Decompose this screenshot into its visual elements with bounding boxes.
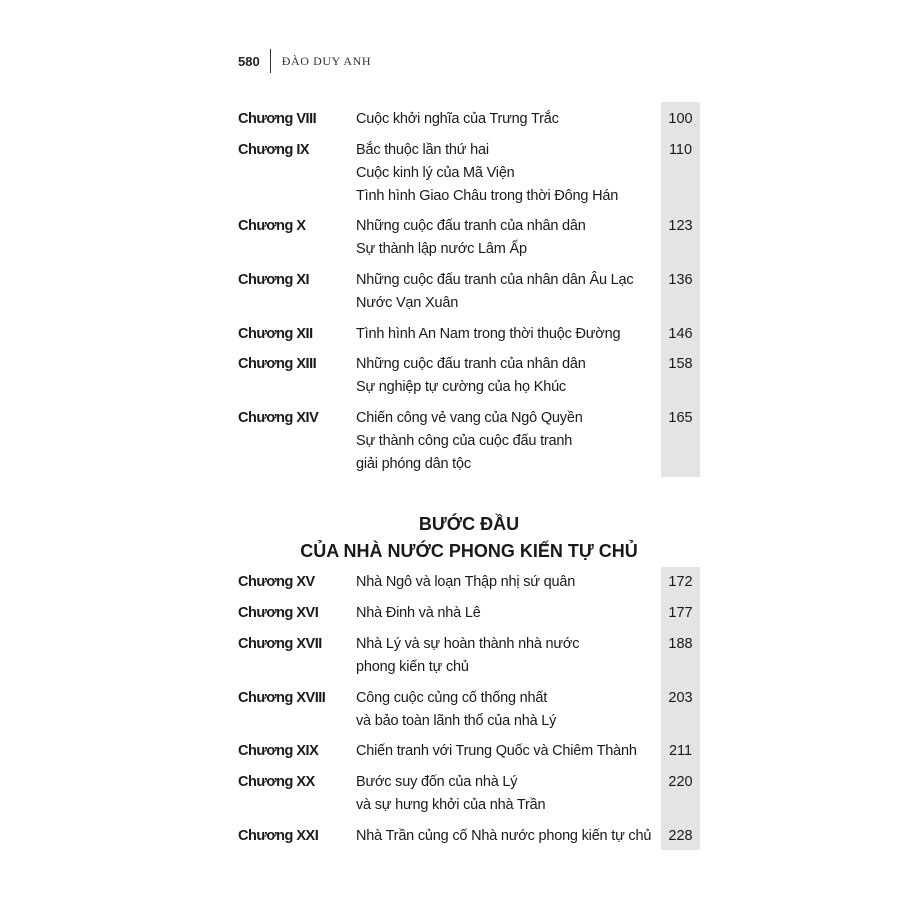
chapter-label: Chương XVI — [238, 605, 319, 621]
chapter-title — [356, 571, 661, 594]
chapter-title-line: Cuộc khởi nghĩa của Trưng Trắc — [356, 111, 559, 127]
chapter-label: Chương XVII — [238, 636, 322, 652]
chapter-title-line: Tình hình An Nam trong thời thuộc Đường — [356, 326, 621, 342]
chapter-title-line: Nhà Đinh và nhà Lê — [356, 605, 481, 621]
chapter-title-line: Sự thành công của cuộc đấu tranh — [356, 433, 573, 449]
chapter-label: Chương XIX — [238, 743, 319, 759]
chapter-title — [356, 602, 661, 625]
header-divider — [270, 49, 271, 73]
chapter-label: Chương XX — [238, 774, 315, 790]
chapter-page-number: 136 — [668, 272, 693, 288]
chapter-title-line: Chiến tranh với Trung Quốc và Chiêm Thành — [356, 743, 637, 759]
chapter-page-number: 123 — [668, 218, 693, 234]
chapter-page-number: 100 — [668, 111, 693, 127]
chapter-title-line: và sự hưng khởi của nhà Trần — [356, 797, 546, 813]
chapter-title — [356, 108, 661, 131]
running-header — [238, 48, 371, 74]
chapter-page-number: 172 — [668, 574, 693, 590]
chapter-page-number: 211 — [668, 743, 693, 759]
chapter-page-number: 203 — [668, 690, 693, 706]
chapter-title-line: Công cuộc củng cố thống nhất — [356, 690, 548, 706]
chapter-title — [356, 740, 661, 763]
chapter-title — [356, 215, 661, 261]
chapter-title — [356, 269, 661, 315]
chapter-title-line: Cuộc kinh lý của Mã Viện — [356, 165, 515, 181]
chapter-title-line: Nhà Lý và sự hoàn thành nhà nước — [356, 636, 580, 652]
chapter-label: Chương XIII — [238, 356, 317, 372]
chapter-page-number: 220 — [668, 774, 693, 790]
chapter-label: Chương VIII — [238, 111, 317, 127]
chapter-label: Chương X — [238, 218, 306, 234]
part-heading-line-1: BƯỚC ĐẦU — [418, 514, 520, 534]
part-heading-line-2: CỦA NHÀ NƯỚC PHONG KIẾN TỰ CHỦ — [300, 541, 638, 561]
chapter-page-number: 177 — [668, 605, 693, 621]
chapter-page-number: 188 — [668, 636, 693, 652]
chapter-label: Chương XIV — [238, 410, 319, 426]
chapter-title-line: Sự thành lập nước Lâm Ấp — [356, 241, 527, 257]
chapter-label: Chương XVIII — [238, 690, 326, 706]
chapter-label: Chương IX — [238, 142, 310, 158]
chapter-title-line: và bảo toàn lãnh thổ của nhà Lý — [356, 713, 557, 729]
chapter-label: Chương XI — [238, 272, 310, 288]
chapter-title-line: Những cuộc đấu tranh của nhân dân — [356, 218, 586, 234]
chapter-title-line: Bước suy đốn của nhà Lý — [356, 774, 518, 790]
chapter-title-line: Sự nghiệp tự cường của họ Khúc — [356, 379, 566, 395]
chapter-title — [356, 825, 661, 848]
chapter-title-line: Nước Vạn Xuân — [356, 295, 459, 311]
chapter-title-line: Những cuộc đấu tranh của nhân dân Âu Lạc — [356, 272, 634, 288]
chapter-page-number: 110 — [668, 142, 693, 158]
chapter-title-line: Tình hình Giao Châu trong thời Đông Hán — [356, 188, 619, 204]
author-name: ĐÀO DUY ANH — [281, 53, 372, 68]
chapter-title-line: Bắc thuộc lần thứ hai — [356, 142, 489, 158]
part-heading — [238, 511, 700, 565]
chapter-page-number: 228 — [668, 828, 693, 844]
chapter-label: Chương XXI — [238, 828, 319, 844]
chapter-title-line: phong kiến tự chủ — [356, 659, 469, 675]
chapter-title — [356, 771, 661, 817]
chapter-title-line: Chiến công vẻ vang của Ngô Quyền — [356, 410, 583, 426]
chapter-page-number: 158 — [668, 356, 693, 372]
chapter-title — [356, 353, 661, 399]
chapter-label: Chương XII — [238, 326, 313, 342]
chapter-title — [356, 407, 661, 476]
chapter-title-line: Nhà Trần củng cố Nhà nước phong kiến tự chủ — [356, 828, 652, 844]
chapter-title-line: Những cuộc đấu tranh của nhân dân — [356, 356, 586, 372]
chapter-title-line: Nhà Ngô và loạn Thập nhị sứ quân — [356, 574, 576, 590]
chapter-title — [356, 687, 661, 733]
chapter-page-number: 146 — [668, 326, 693, 342]
chapter-title-line: giải phóng dân tộc — [356, 456, 471, 472]
page-number: 580 — [238, 53, 260, 69]
chapter-title — [356, 139, 661, 208]
chapter-title — [356, 323, 661, 346]
chapter-title — [356, 633, 661, 679]
chapter-page-number: 165 — [668, 410, 693, 426]
chapter-label: Chương XV — [238, 574, 315, 590]
